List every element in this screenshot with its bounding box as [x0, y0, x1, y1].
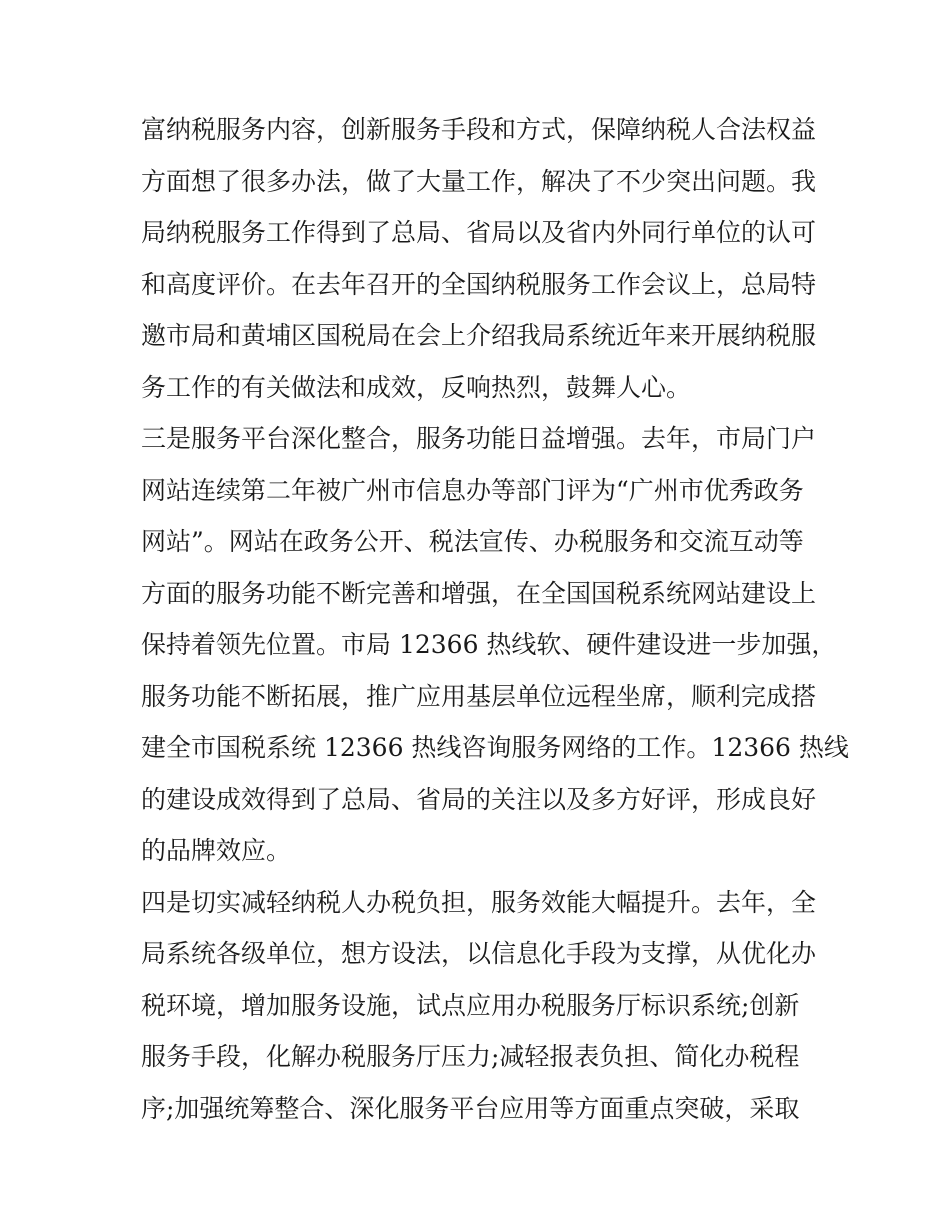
text-line: 邀市局和黄埔区国税局在会上介绍我局系统近年来开展纳税服 — [141, 321, 817, 350]
text-line: 富纳税服务内容，创新服务手段和方式，保障纳税人合法权益 — [141, 115, 817, 144]
text-line: 网站”。网站在政务公开、税法宣传、办税服务和交流互动等 — [141, 527, 804, 556]
text-line: 的品牌效应。 — [141, 836, 292, 865]
text-line: 网站连续第二年被广州市信息办等部门评为“广州市优秀政务 — [141, 475, 804, 505]
text-line: 方面想了很多办法，做了大量工作，解决了不少突出问题。我 — [141, 166, 817, 196]
text-line: 序;加强统筹整合、深化服务平台应用等方面重点突破，采取 — [141, 1093, 800, 1123]
text-line: 和高度评价。在去年召开的全国纳税服务工作会议上，总局特 — [141, 269, 817, 299]
text-line: 四是切实减轻纳税人办税负担，服务效能大幅提升。去年，全 — [141, 887, 817, 917]
text-line: 局系统各级单位，想方设法，以信息化手段为支撑，从优化办 — [141, 939, 817, 968]
text-line: 税环境，增加服务设施，试点应用办税服务厅标识系统;创新 — [141, 990, 800, 1020]
text-line: 三是服务平台深化整合，服务功能日益增强。去年，市局门户 — [141, 424, 817, 453]
text-line: 的建设成效得到了总局、省局的关注以及多方好评，形成良好 — [141, 784, 817, 814]
body-text — [141, 104, 849, 1134]
text-line: 服务功能不断拓展，推广应用基层单位远程坐席，顺利完成搭 — [141, 681, 817, 711]
text-line: 建全市国税系统 12366 热线咨询服务网络的工作。12366 热线 — [141, 733, 849, 762]
text-line: 务工作的有关做法和成效，反响热烈，鼓舞人心。 — [141, 372, 692, 402]
text-line: 保持着领先位置。市局 12366 热线软、硬件建设进一步加强， — [141, 630, 837, 659]
text-line: 局纳税服务工作得到了总局、省局以及省内外同行单位的认可 — [141, 218, 817, 247]
text-line: 服务手段，化解办税服务厅压力;减轻报表负担、简化办税程 — [141, 1042, 800, 1071]
text-line: 方面的服务功能不断完善和增强，在全国国税系统网站建设上 — [141, 578, 817, 608]
